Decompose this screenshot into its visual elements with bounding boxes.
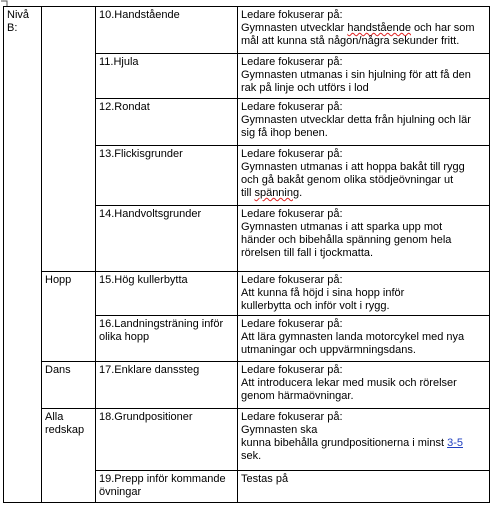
exercise-name: 16.Landningsträning inför [99,318,224,330]
description-cell [238,362,490,409]
description-text: kunna bibehålla grundpositionerna i minst 3-5 [241,437,463,449]
description-cell [238,7,490,54]
description-line: händer och bibehålla spänning genom hela [241,234,452,246]
description-line: Att introducera lekar med musik och rörelser [241,377,457,389]
table-row [4,409,490,471]
exercise-name: 18.Grundpositioner [99,411,193,423]
training-table [3,6,490,503]
exercise-cell [96,146,238,206]
exercise-cell [96,206,238,272]
description-line: Gymnasten ska [241,424,318,436]
description-text: till spänning. [241,187,303,199]
exercise-cell [96,54,238,99]
description-cell [238,316,490,362]
exercise-name: 11.Hjula [99,56,139,68]
group-label: Dans [45,364,71,376]
exercise-name: 15.Hög kullerbytta [99,274,188,286]
description-line: Gymnasten utmanas i att sparka upp mot [241,221,443,233]
description-line: Gymnasten utvecklar detta från hjulning och lär [241,114,471,126]
group-label: Alla redskap [45,411,85,436]
description-line: Ledare fokuserar på: [241,208,343,220]
exercise-cell [96,471,238,503]
spellcheck-mark: spänning [254,187,300,199]
description-line: Ledare fokuserar på: [241,56,343,68]
group-cell-alla-redskap [42,409,96,503]
table-row [4,272,490,316]
exercise-name: 17.Enklare danssteg [99,364,200,376]
description-cell [238,99,490,146]
description-line: Testas på [241,473,289,485]
description-line: mål att kunna stå någon/några sekunder fritt. [241,35,460,47]
description-line: Ledare fokuserar på: [241,148,343,160]
description-line: sig få ihop benen. [241,127,328,139]
description-line: Ledare fokuserar på: [241,274,343,286]
level-cell [4,7,42,503]
description-line: rak på linje och utförs i lod [241,82,369,94]
description-line: och gå bakåt genom olika stödjeövningar ut [241,174,454,186]
description-line [241,22,486,35]
exercise-cell [96,272,238,316]
group-cell-empty [42,7,96,272]
description-cell [238,409,490,471]
level-label: Nivå B: [7,9,30,34]
description-line: sek. [241,450,262,462]
description-line [241,187,486,200]
group-label: Hopp [45,274,72,286]
exercise-name: olika hopp [99,331,150,343]
description-line: Ledare fokuserar på: [241,101,343,113]
exercise-name: övningar [99,486,142,498]
exercise-cell [96,99,238,146]
description-line: utmaningar och uppvärmningsdans. [241,344,416,356]
table-row [4,7,490,54]
exercise-name: 14.Handvoltsgrunder [99,208,202,220]
description-line: Gymnasten utmanas i sin hjulning för att få den [241,69,471,81]
description-line: rörelsen till fall i tjockmatta. [241,247,374,259]
description-cell [238,272,490,316]
group-cell-hopp [42,272,96,362]
description-line: Ledare fokuserar på: [241,318,343,330]
description-line: Ledare fokuserar på: [241,9,343,21]
description-line: genom härmaövningar. [241,390,354,402]
description-line: Att kunna få höjd i sina hopp inför [241,287,405,299]
description-cell [238,54,490,99]
description-line: Ledare fokuserar på: [241,364,343,376]
exercise-cell [96,7,238,54]
exercise-name: 12.Rondat [99,101,150,113]
description-line: kullerbytta och inför volt i rygg. [241,300,390,312]
description-line: Gymnasten utmanas i att hoppa bakåt till rygg [241,161,465,173]
hyperlink[interactable]: 3-5 [447,437,463,449]
exercise-cell [96,409,238,471]
exercise-cell [96,362,238,409]
description-text: Gymnasten utvecklar handstående och har som [241,22,475,34]
description-line [241,437,486,450]
group-cell-dans [42,362,96,409]
exercise-name: 10.Handstående [99,9,180,21]
exercise-cell [96,316,238,362]
description-cell [238,471,490,503]
spellcheck-mark: handstående [347,22,411,34]
table-row [4,362,490,409]
description-cell [238,206,490,272]
description-line: Ledare fokuserar på: [241,411,343,423]
description-line: Att lära gymnasten landa motorcykel med nya [241,331,465,343]
exercise-name: 19.Prepp inför kommande [99,473,226,485]
description-cell [238,146,490,206]
exercise-name: 13.Flickisgrunder [99,148,183,160]
